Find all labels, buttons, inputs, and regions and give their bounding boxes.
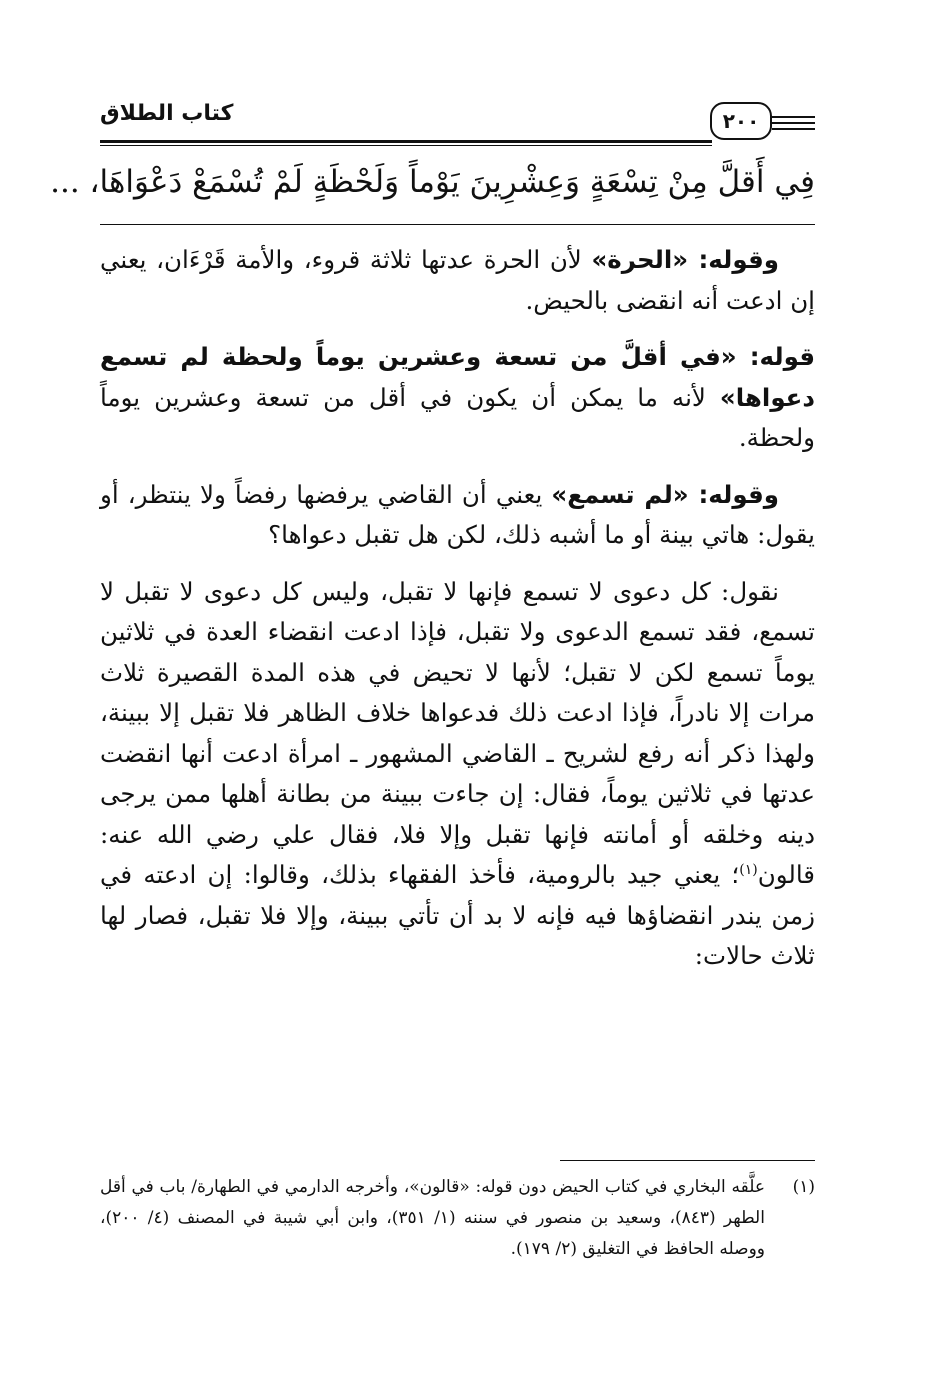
matn-separator — [100, 224, 815, 225]
header-ornament-rule — [772, 128, 815, 130]
matn-text: فِي أَقلَّ مِنْ تِسْعَةٍ وَعِشْرِينَ يَوْماً وَلَحْظَةٍ لَمْ تُسْمَعْ دَعْوَاهَا، ... — [50, 164, 815, 200]
footnote-separator — [560, 1160, 815, 1161]
quoted-phrase: «الحرة» — [591, 245, 689, 274]
footnote — [100, 1172, 815, 1265]
footnote-number: (١) — [792, 1177, 815, 1197]
header-rule — [100, 140, 712, 143]
paragraph — [100, 240, 815, 321]
paragraph-text: ؛ يعني جيد بالرومية، فأخذ الفقهاء بذلك، وقالوا: إن ادعته في زمن يندر انقضاؤها فيه فإنه لا بد أن تأتي ببينة، وإلا فلا تقبل، فصار لها ثلاث حالات: — [100, 860, 815, 970]
footnote-text: علَّقه البخاري في كتاب الحيض دون قوله: «قالون»، وأخرجه الدارمي في الطهارة/ باب في أقل الطهر (٨٤٣)، وسعيد بن منصور في سننه (١/ ٣٥١)، وابن أبي شيبة في المصنف (٤/ ٢٠٠)، ووصله الحافظ في التغليق (٢/ ١٧٩). — [100, 1177, 765, 1259]
quoted-phrase: «لم تسمع» — [551, 479, 689, 509]
footnotes — [100, 1172, 815, 1265]
paragraph-lead: قوله: — [736, 342, 815, 371]
paragraph-text: يعني أن القاضي يرفضها رفضاً ولا ينتظر، أو يقول: هاتي بينة أو ما أشبه ذلك، لكن هل تقبل دعواها؟ — [100, 479, 815, 549]
quoted-phrase: «في أقلَّ من تسعة وعشرين يوماً ولحظة لم تسمع دعواها» — [100, 342, 815, 412]
paragraph — [100, 337, 815, 459]
header-ornament-rule — [772, 122, 815, 124]
page-number: ٢٠٠ — [710, 102, 772, 140]
header-rule-thin — [100, 145, 712, 146]
paragraph-text: نقول: كل دعوى لا تسمع فإنها لا تقبل، وليس كل دعوى لا تقبل لا تسمع، فقد تسمع الدعوى ولا تقبل، فإذا ادعت انقضاء العدة في ثلاثين يوماً تسمع لكن لا تقبل؛ لأنها لا تحيض في هذه المدة القصيرة ثلاث مرات إلا نادراً، فإذا ادعت ذلك فدعواها خلاف الظاهر فلا تقبل إلا ببينة، ولهذا ذكر أنه رفع لشريح ـ القاضي المشهور ـ امرأة ادعت أنها انقضت عدتها في ثلاثين يوماً، فقال: إن جاءت ببينة من بطانة أهلها ممن يرجى دينه وخلقه أو أمانته فإنها تقبل وإلا فلا، فقال علي رضي الله عنه: قالون — [100, 576, 815, 889]
paragraph-text: لأنه ما يمكن أن يكون في أقل من تسعة وعشرين يوماً ولحظة. — [100, 382, 815, 452]
commentary-body — [100, 240, 815, 977]
paragraph — [100, 475, 815, 556]
paragraph — [100, 572, 815, 977]
paragraph-text: لأن الحرة عدتها ثلاثة قروء، والأمة قَرْءَان، يعني إن ادعت أنه انقضى بالحيض. — [100, 245, 815, 315]
paragraph-lead: وقوله: — [688, 479, 779, 509]
page-header — [100, 96, 815, 148]
footnote-reference[interactable]: (١) — [739, 861, 758, 878]
book-title: كتاب الطلاق — [100, 101, 234, 126]
header-ornament-rule — [772, 116, 815, 118]
paragraph-lead: وقوله: — [688, 245, 779, 274]
